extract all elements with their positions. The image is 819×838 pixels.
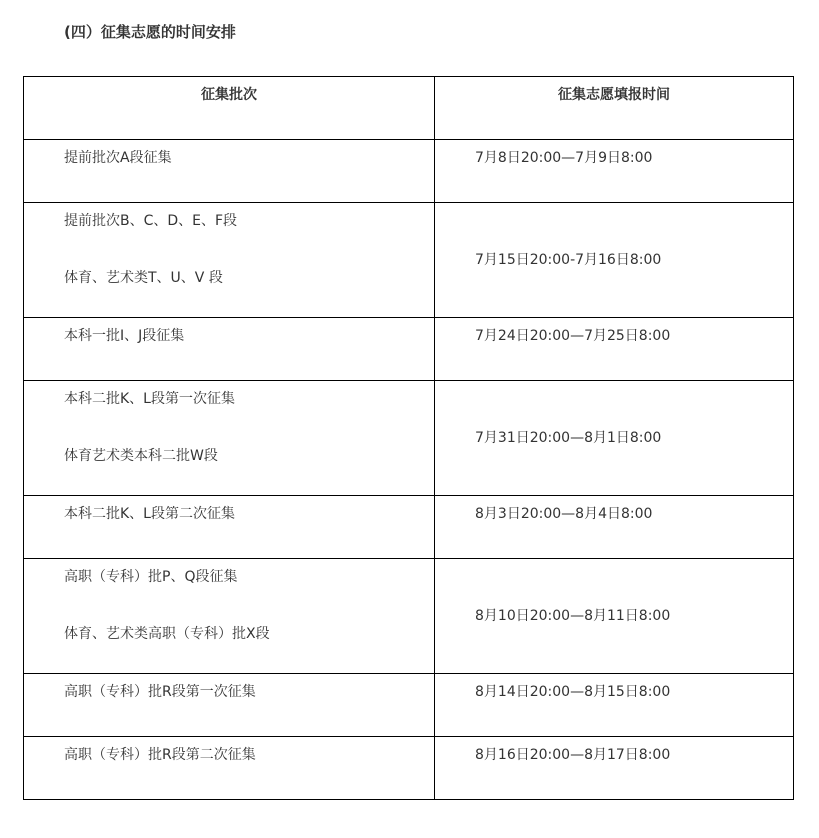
- batch-text: 本科二批K、L段第一次征集: [64, 391, 235, 407]
- time-cell: [435, 140, 794, 203]
- batch-text: 高职（专科）批R段第二次征集: [64, 747, 256, 763]
- table-row: [24, 674, 794, 737]
- batch-text: 体育艺术类本科二批W段: [64, 448, 218, 464]
- table-row: [24, 381, 794, 496]
- table-row: [24, 318, 794, 381]
- table-row: [24, 737, 794, 800]
- table-row: [24, 140, 794, 203]
- time-cell: [435, 381, 794, 496]
- time-text: 8月3日20:00—8月4日8:00: [475, 506, 653, 522]
- batch-cell: [24, 381, 435, 496]
- time-cell: [435, 737, 794, 800]
- batch-cell: [24, 674, 435, 737]
- time-text: 7月15日20:00-7月16日8:00: [475, 252, 662, 268]
- time-text: 7月31日20:00—8月1日8:00: [475, 430, 662, 446]
- header-time: 征集志愿填报时间: [435, 77, 794, 140]
- batch-cell: [24, 318, 435, 381]
- time-text: 8月10日20:00—8月11日8:00: [475, 608, 671, 624]
- time-cell: [435, 496, 794, 559]
- batch-cell: [24, 737, 435, 800]
- batch-text: 高职（专科）批R段第一次征集: [64, 684, 256, 700]
- schedule-table: [23, 76, 794, 800]
- table-row: [24, 203, 794, 318]
- batch-cell: [24, 496, 435, 559]
- time-cell: [435, 203, 794, 318]
- table-row: [24, 559, 794, 674]
- time-text: 8月14日20:00—8月15日8:00: [475, 684, 671, 700]
- header-batch: 征集批次: [24, 77, 435, 140]
- batch-cell: [24, 140, 435, 203]
- table-header-row: [24, 77, 794, 140]
- batch-cell: [24, 203, 435, 318]
- batch-text: 本科二批K、L段第二次征集: [64, 506, 235, 522]
- time-text: 8月16日20:00—8月17日8:00: [475, 747, 671, 763]
- batch-text: 高职（专科）批P、Q段征集: [64, 569, 238, 585]
- batch-cell: [24, 559, 435, 674]
- time-cell: [435, 318, 794, 381]
- batch-text: 体育、艺术类T、U、V 段: [64, 270, 223, 286]
- batch-text: 提前批次B、C、D、E、F段: [64, 213, 238, 229]
- time-cell: [435, 559, 794, 674]
- batch-text: 本科一批I、J段征集: [64, 328, 185, 344]
- time-text: 7月24日20:00—7月25日8:00: [475, 328, 671, 344]
- time-text: 7月8日20:00—7月9日8:00: [475, 150, 653, 166]
- time-cell: [435, 674, 794, 737]
- batch-text: 提前批次A段征集: [64, 150, 172, 166]
- batch-text: 体育、艺术类高职（专科）批X段: [64, 626, 270, 642]
- table-row: [24, 496, 794, 559]
- section-heading: (四）征集志愿的时间安排: [64, 23, 236, 41]
